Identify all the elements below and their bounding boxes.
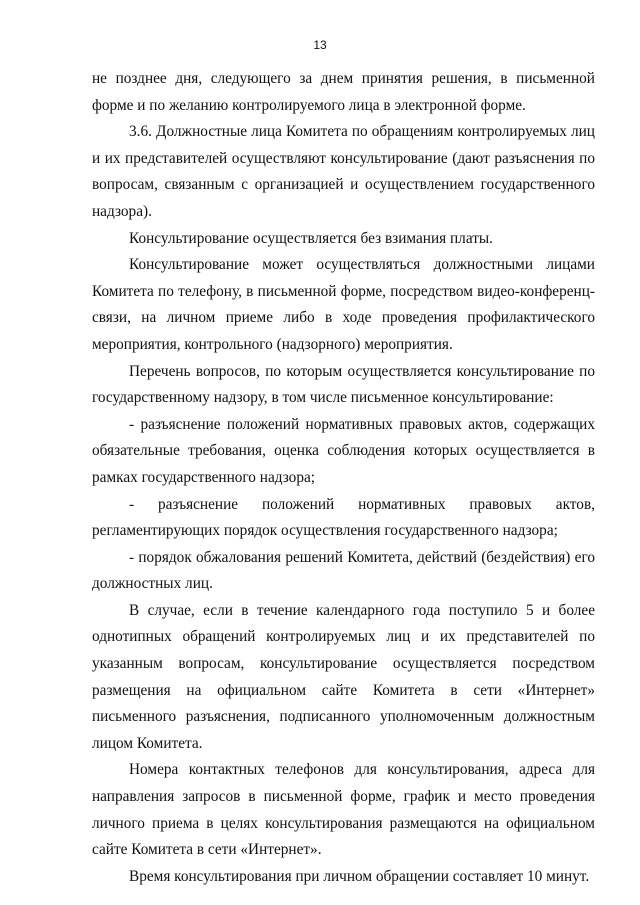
document-body [92, 66, 595, 890]
paragraph-free-consulting: Консультирование осуществляется без взимания платы. [129, 229, 493, 247]
paragraph-contacts: Номера контактных телефонов для консультирования, адреса для направления запросов в письменной форме, график и место проведения личного приема в целях консультирования размещаются на официальном сайте Комитета в сети «Интернет». [92, 761, 595, 859]
list-item-mandatory-requirements: - разъяснение положений нормативных правовых актов, содержащих обязательные требования, оценка соблюдения которых осуществляется в рамках государственного надзора; [92, 415, 595, 486]
paragraph-repeated-requests: В случае, если в течение календарного года поступило 5 и более однотипных обращений контролируемых лиц и их представителей по указанным вопросам, консультирование осуществляется посредством размещения на официальном сайте Комитета в сети «Интернет» письменного разъяснения, подписанного уполномоченным должностным лицом Комитета. [92, 601, 595, 752]
paragraph-continuation: не позднее дня, следующего за днем принятия решения, в письменной форме и по желанию контролируемого лица в электронной форме. [92, 70, 595, 114]
paragraph-consulting-time: Время консультирования при личном обращении составляет 10 минут. [129, 867, 590, 885]
list-item-regulating-acts: - разъяснение положений нормативных правовых актов, регламентирующих порядок осуществления государственного надзора; [92, 495, 595, 540]
list-item-appeal-procedure: - порядок обжалования решений Комитета, действий (бездействия) его должностных лиц. [92, 548, 595, 593]
paragraph-section-3-6: 3.6. Должностные лица Комитета по обращениям контролируемых лиц и их представителей осуществляют консультирование (дают разъяснения по вопросам, связанным с организацией и осуществлением государственного надзора). [92, 123, 595, 220]
paragraph-consulting-methods: Консультирование может осуществляться должностными лицами Комитета по телефону, в письменной форме, посредством видео-конференц-связи, на личном приеме либо в ходе проведения профилактического мероприятия, контрольного (надзорного) мероприятия. [92, 256, 595, 353]
page-number: 13 [313, 38, 327, 52]
paragraph-questions-list-intro: Перечень вопросов, по которым осуществляется консультирование по государственному надзору, в том числе письменное консультирование: [92, 362, 595, 407]
